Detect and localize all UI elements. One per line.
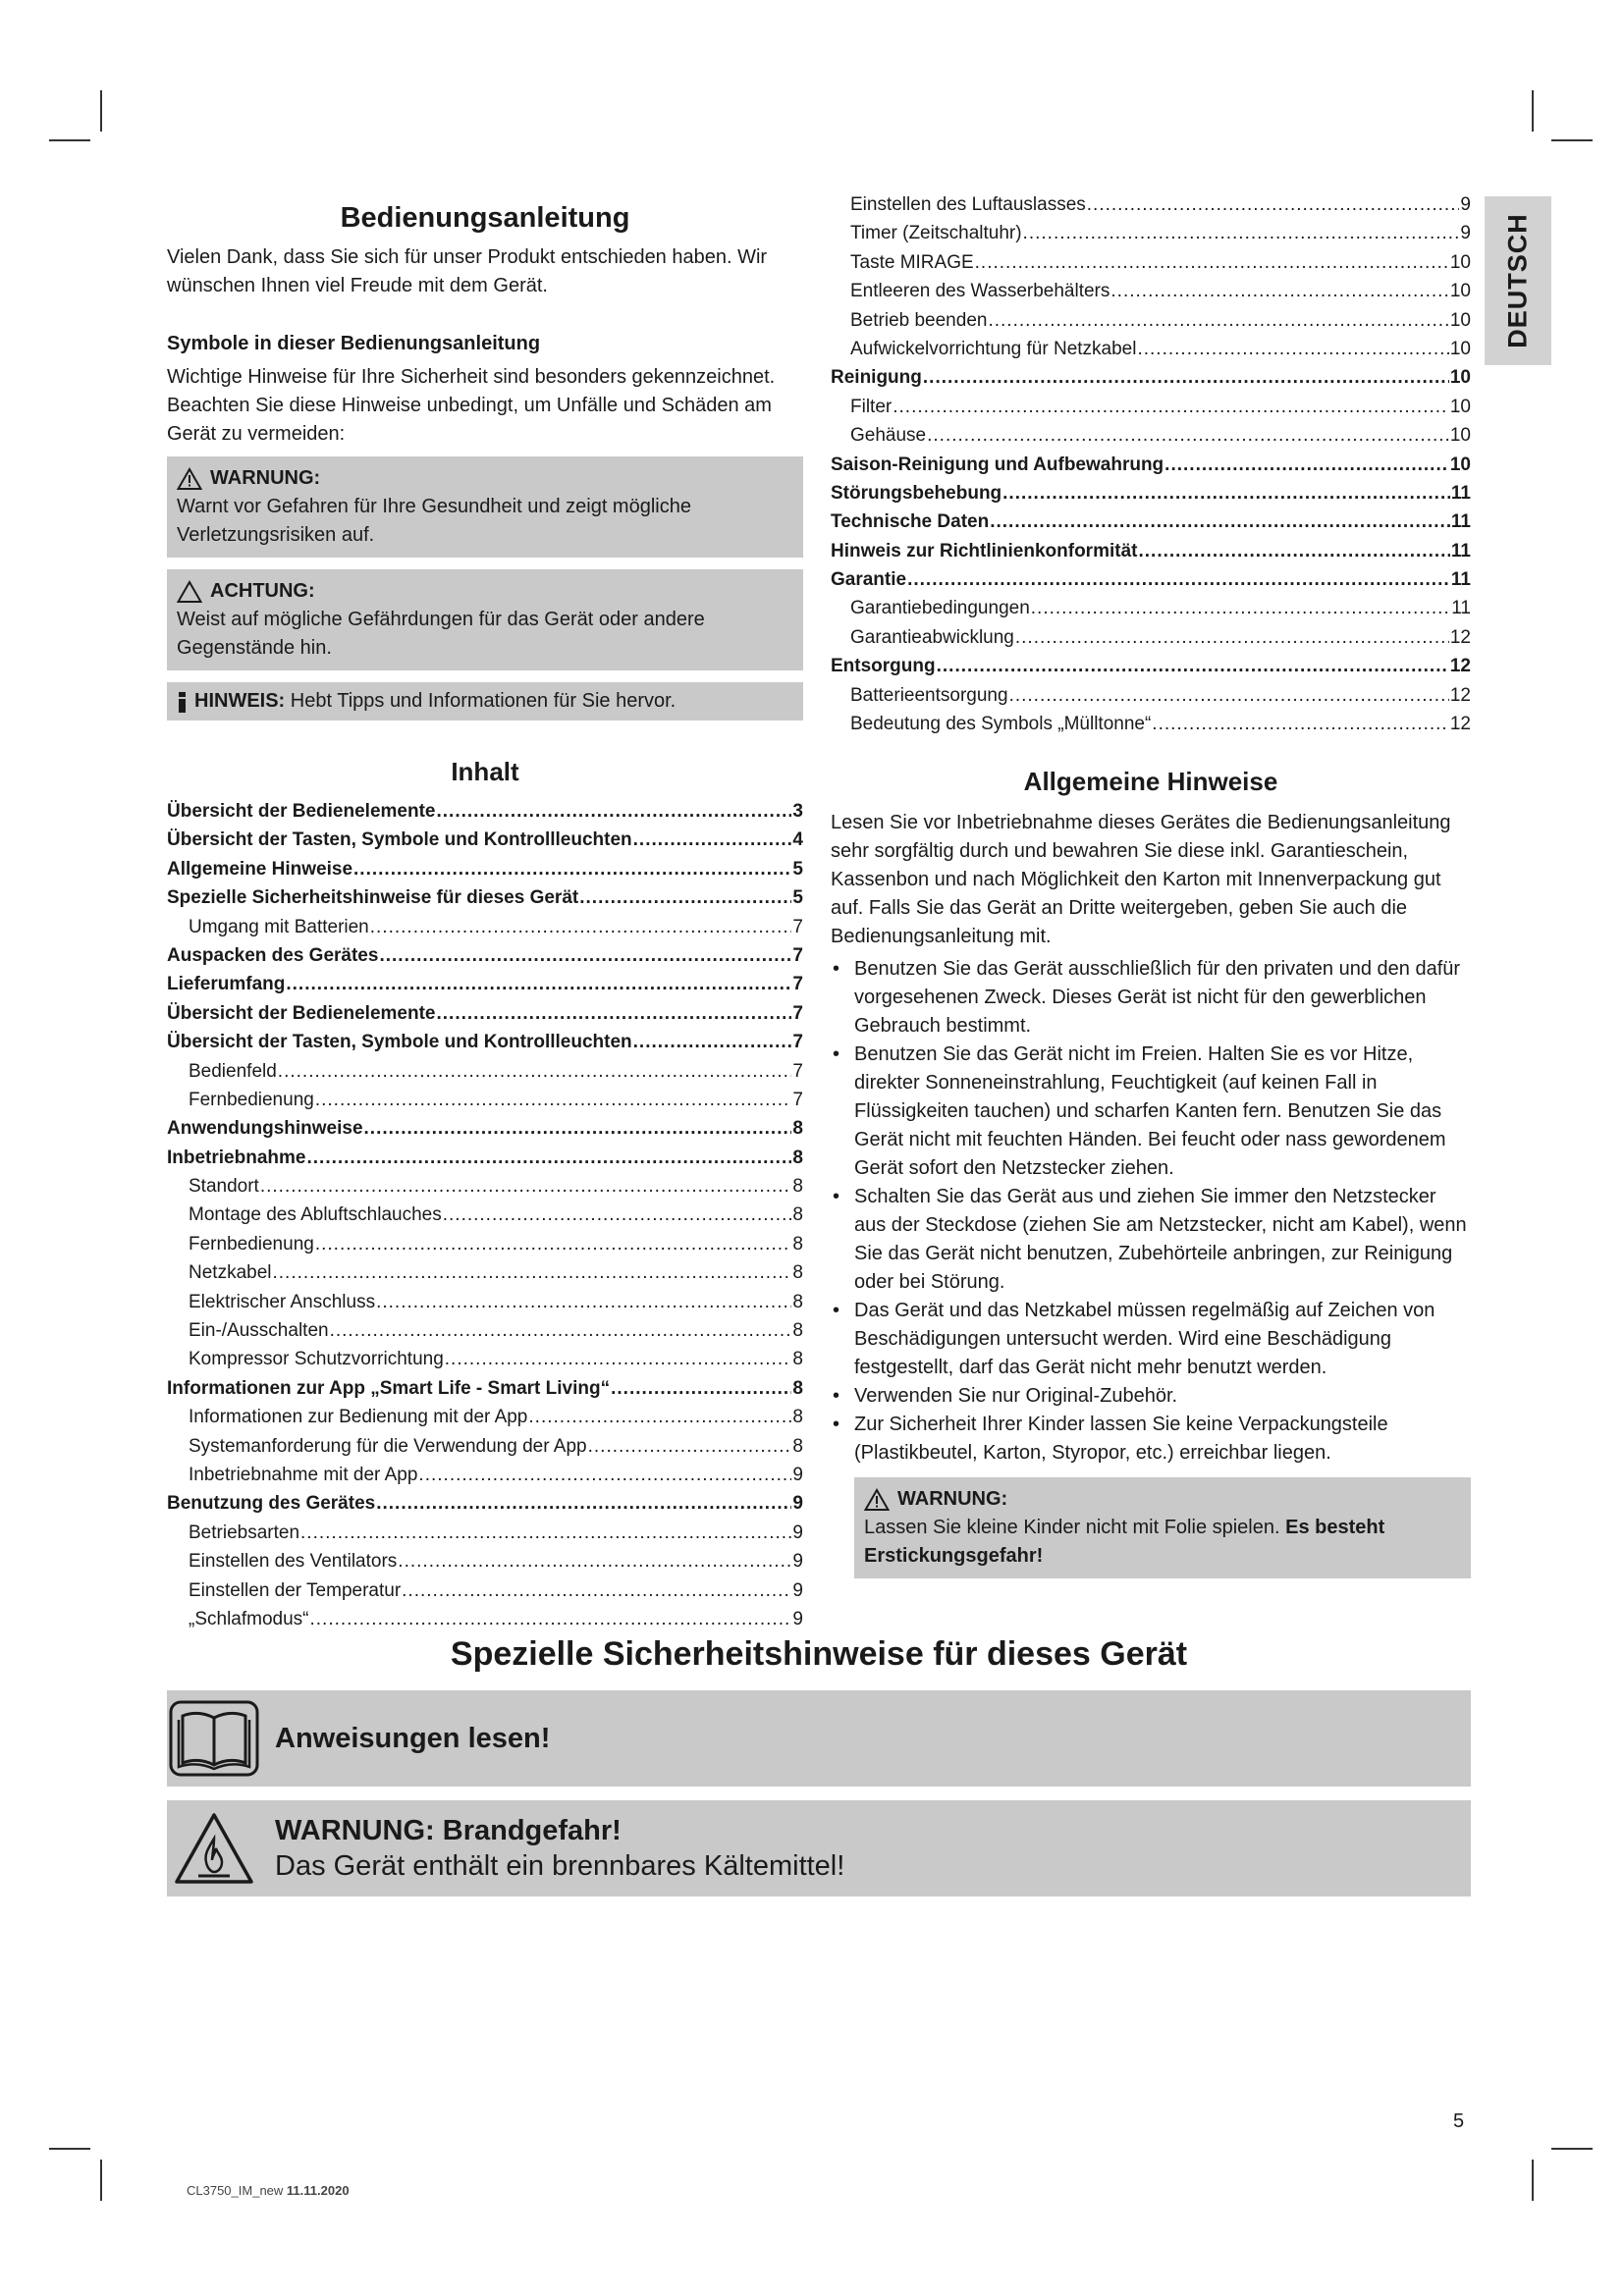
toc-entry[interactable]: Reinigung ..... 10	[831, 363, 1471, 392]
read-instructions-banner	[167, 1690, 1471, 1787]
warnung-label: WARNUNG:	[210, 467, 321, 489]
list-item: • Schalten Sie das Gerät aus und ziehen Sie immer den Netzstecker aus der Steckdose (ziehen Sie am Netzstecker, nicht am Kabel), wenn Sie das Gerät nicht benutzen, Zubehörteile anbringen, zur Reinigung oder bei Störung.	[831, 1183, 1471, 1297]
toc-entry[interactable]: Allgemeine Hinweise ..... 5	[167, 855, 803, 883]
read-instructions-text: Anweisungen lesen!	[275, 1723, 551, 1754]
toc-entry[interactable]: Auspacken des Gerätes ..... 7	[167, 941, 803, 970]
toc-entry[interactable]: Einstellen des Luftauslasses ..... 9	[831, 190, 1471, 219]
achtung-heading	[177, 577, 793, 606]
open-book-icon	[167, 1690, 261, 1787]
info-icon	[177, 690, 187, 714]
allgemeine-intro: Lesen Sie vor Inbetriebnahme dieses Gerätes die Bedienungsanleitung sehr sorgfältig durch und bewahren Sie diese inkl. Garantieschein, Kassenbon und nach Möglichkeit den Karton mit Innenverpackung gut auf. Falls Sie das Gerät an Dritte weitergeben, geben Sie auch die Bedienungsanleitung mit.	[831, 812, 1451, 948]
flammable-icon	[167, 1800, 261, 1896]
toc-entry[interactable]: Übersicht der Tasten, Symbole und Kontrollleuchten ..... 7	[167, 1028, 803, 1056]
warnung-box	[167, 456, 803, 558]
toc-entry[interactable]: Entleeren des Wasserbehälters ..... 10	[831, 277, 1471, 305]
warnung-heading	[177, 464, 793, 493]
fire-warning-text	[261, 1813, 844, 1884]
toc-left	[167, 797, 803, 1633]
toc-entry[interactable]: Garantie ..... 11	[831, 565, 1471, 594]
toc-entry[interactable]: Übersicht der Tasten, Symbole und Kontrollleuchten ..... 4	[167, 826, 803, 854]
document-title: Bedienungsanleitung	[340, 202, 630, 234]
left-column	[167, 196, 803, 1633]
toc-entry[interactable]: Garantieabwicklung ..... 12	[831, 623, 1471, 652]
toc-entry[interactable]: Garantiebedingungen ..... 11	[831, 594, 1471, 622]
toc-entry[interactable]: Gehäuse ..... 10	[831, 421, 1471, 450]
crop-mark	[100, 90, 102, 132]
toc-entry[interactable]: Inbetriebnahme mit der App ..... 9	[167, 1461, 803, 1489]
warning-triangle-icon	[864, 1488, 890, 1512]
crop-mark	[49, 2148, 90, 2150]
hinweis-line	[194, 687, 676, 716]
crop-mark	[49, 139, 90, 141]
list-item: • Benutzen Sie das Gerät ausschließlich für den privaten und den dafür vorgesehenen Zweck. Dieses Gerät ist nicht für den gewerblichen Gebrauch bestimmt.	[831, 955, 1471, 1041]
symbols-intro: Wichtige Hinweise für Ihre Sicherheit sind besonders gekennzeichnet. Beachten Sie diese Hinweise unbedingt, um Unfälle und Schäden am Gerät zu vermeiden:	[167, 366, 776, 445]
toc-entry[interactable]: Lieferumfang ..... 7	[167, 970, 803, 998]
toc-entry[interactable]: Entsorgung ..... 12	[831, 652, 1471, 680]
toc-entry[interactable]: Anwendungshinweise ..... 8	[167, 1114, 803, 1143]
kinder-warnung-box	[854, 1477, 1471, 1578]
fire-warning-banner	[167, 1800, 1471, 1896]
toc-entry[interactable]: Elektrischer Anschluss ..... 8	[167, 1288, 803, 1316]
achtung-box	[167, 569, 803, 670]
toc-entry[interactable]: Ein-/Ausschalten ..... 8	[167, 1316, 803, 1345]
toc-entry[interactable]: Technische Daten ..... 11	[831, 507, 1471, 536]
kinder-warnung-text: Lassen Sie kleine Kinder nicht mit Folie spielen. Es besteht Erstickungsgefahr!	[864, 1517, 1385, 1568]
toc-entry[interactable]: Störungsbehebung ..... 11	[831, 479, 1471, 507]
toc-entry[interactable]: Betrieb beenden ..... 10	[831, 306, 1471, 335]
toc-entry[interactable]: Übersicht der Bedienelemente ..... 3	[167, 797, 803, 826]
crop-mark	[1532, 90, 1534, 132]
kinder-warnung-heading	[864, 1485, 1461, 1514]
warning-triangle-icon	[177, 467, 202, 491]
crop-mark	[1532, 2160, 1534, 2201]
toc-entry[interactable]: Timer (Zeitschaltuhr) ..... 9	[831, 219, 1471, 247]
list-item: • Zur Sicherheit Ihrer Kinder lassen Sie keine Verpackungsteile (Plastikbeutel, Karton, Styropor, etc.) erreichbar liegen.	[831, 1411, 1471, 1468]
crop-mark	[1551, 2148, 1593, 2150]
fire-warning-title: WARNUNG: Brandgefahr!	[275, 1815, 622, 1846]
toc-entry[interactable]: Inbetriebnahme ..... 8	[167, 1144, 803, 1172]
toc-entry[interactable]: Bedeutung des Symbols „Mülltonne“ ..... 12	[831, 710, 1471, 738]
toc-entry[interactable]: Kompressor Schutzvorrichtung ..... 8	[167, 1345, 803, 1373]
toc-entry[interactable]: Informationen zur Bedienung mit der App ..... 8	[167, 1403, 803, 1431]
crop-mark	[1551, 139, 1593, 141]
toc-entry[interactable]: Benutzung des Gerätes ..... 9	[167, 1489, 803, 1518]
toc-entry[interactable]: Einstellen des Ventilators ..... 9	[167, 1547, 803, 1575]
toc-entry[interactable]: Fernbedienung ..... 8	[167, 1230, 803, 1258]
page-number: 5	[1453, 2110, 1465, 2132]
achtung-text: Weist auf mögliche Gefährdungen für das Gerät oder andere Gegenstände hin.	[177, 609, 705, 659]
toc-entry[interactable]: Standort ..... 8	[167, 1172, 803, 1201]
toc-entry[interactable]: Systemanforderung für die Verwendung der App ..... 8	[167, 1432, 803, 1461]
special-safety-heading: Spezielle Sicherheitshinweise für dieses Gerät	[450, 1635, 1188, 1673]
toc-entry[interactable]: Bedienfeld ..... 7	[167, 1057, 803, 1086]
fire-warning-body: Das Gerät enthält ein brennbares Kältemittel!	[275, 1850, 845, 1882]
toc-entry[interactable]: Hinweis zur Richtlinienkonformität ..... 11	[831, 537, 1471, 565]
toc-entry[interactable]: Batterieentsorgung ..... 12	[831, 681, 1471, 710]
symbols-heading: Symbole in dieser Bedienungsanleitung	[167, 333, 541, 354]
toc-entry[interactable]: „Schlafmodus“ ..... 9	[167, 1605, 803, 1633]
special-safety-section	[167, 1629, 1471, 1896]
toc-entry[interactable]: Filter ..... 10	[831, 393, 1471, 421]
toc-entry[interactable]: Betriebsarten ..... 9	[167, 1519, 803, 1547]
kinder-warnung-bold: Es besteht Erstickungsgefahr!	[864, 1517, 1385, 1568]
toc-entry[interactable]: Aufwickelvorrichtung für Netzkabel ..... 10	[831, 335, 1471, 363]
toc-entry[interactable]: Einstellen der Temperatur ..... 9	[167, 1576, 803, 1605]
language-tab	[1485, 196, 1551, 365]
caution-triangle-icon	[177, 580, 202, 604]
intro-text: Vielen Dank, dass Sie sich für unser Produkt entschieden haben. Wir wünschen Ihnen viel Freude mit dem Gerät.	[167, 246, 768, 296]
footer-code: CL3750_IM_new 11.11.2020	[187, 2183, 350, 2198]
toc-entry[interactable]: Spezielle Sicherheitshinweise für dieses Gerät ..... 5	[167, 883, 803, 912]
hinweis-box	[167, 682, 803, 721]
toc-heading: Inhalt	[451, 757, 519, 786]
language-tab-label: DEUTSCH	[1502, 213, 1533, 348]
achtung-label: ACHTUNG:	[210, 580, 315, 602]
hinweis-label: HINWEIS:	[194, 690, 286, 712]
toc-entry[interactable]: Saison-Reinigung und Aufbewahrung ..... 10	[831, 451, 1471, 479]
right-column	[831, 196, 1471, 1578]
toc-entry[interactable]: Übersicht der Bedienelemente ..... 7	[167, 999, 803, 1028]
toc-entry[interactable]: Montage des Abluftschlauches ..... 8	[167, 1201, 803, 1229]
warnung-text: Warnt vor Gefahren für Ihre Gesundheit und zeigt mögliche Verletzungsrisiken auf.	[177, 496, 691, 546]
toc-entry[interactable]: Umgang mit Batterien ..... 7	[167, 913, 803, 941]
crop-mark	[100, 2160, 102, 2201]
toc-entry[interactable]: Taste MIRAGE ..... 10	[831, 248, 1471, 277]
list-item: • Das Gerät und das Netzkabel müssen regelmäßig auf Zeichen von Beschädigungen untersucht werden. Wird eine Beschädigung festgestellt, darf das Gerät nicht mehr benutzt werden.	[831, 1297, 1471, 1382]
kinder-warnung-label: WARNUNG:	[897, 1488, 1008, 1511]
toc-entry[interactable]: Informationen zur App „Smart Life - Smart Living“ ..... 8	[167, 1374, 803, 1403]
allgemeine-list	[831, 955, 1471, 1468]
list-item: • Verwenden Sie nur Original-Zubehör.	[831, 1382, 1471, 1411]
toc-entry[interactable]: Fernbedienung ..... 7	[167, 1086, 803, 1114]
hinweis-text: Hebt Tipps und Informationen für Sie hervor.	[285, 690, 677, 712]
section-heading-allgemeine: Allgemeine Hinweise	[1023, 767, 1278, 797]
list-item: • Benutzen Sie das Gerät nicht im Freien. Halten Sie es vor Hitze, direkter Sonneneinstrahlung, Feuchtigkeit (auf keinen Fall in Flüssigkeiten tauchen) und scharfen Kanten fern. Benutzen Sie das Gerät nicht mit feuchten Händen. Bei feucht oder nass gewordenem Gerät sofort den Netzstecker ziehen.	[831, 1041, 1471, 1183]
toc-right	[831, 190, 1471, 738]
toc-entry[interactable]: Netzkabel ..... 8	[167, 1258, 803, 1287]
